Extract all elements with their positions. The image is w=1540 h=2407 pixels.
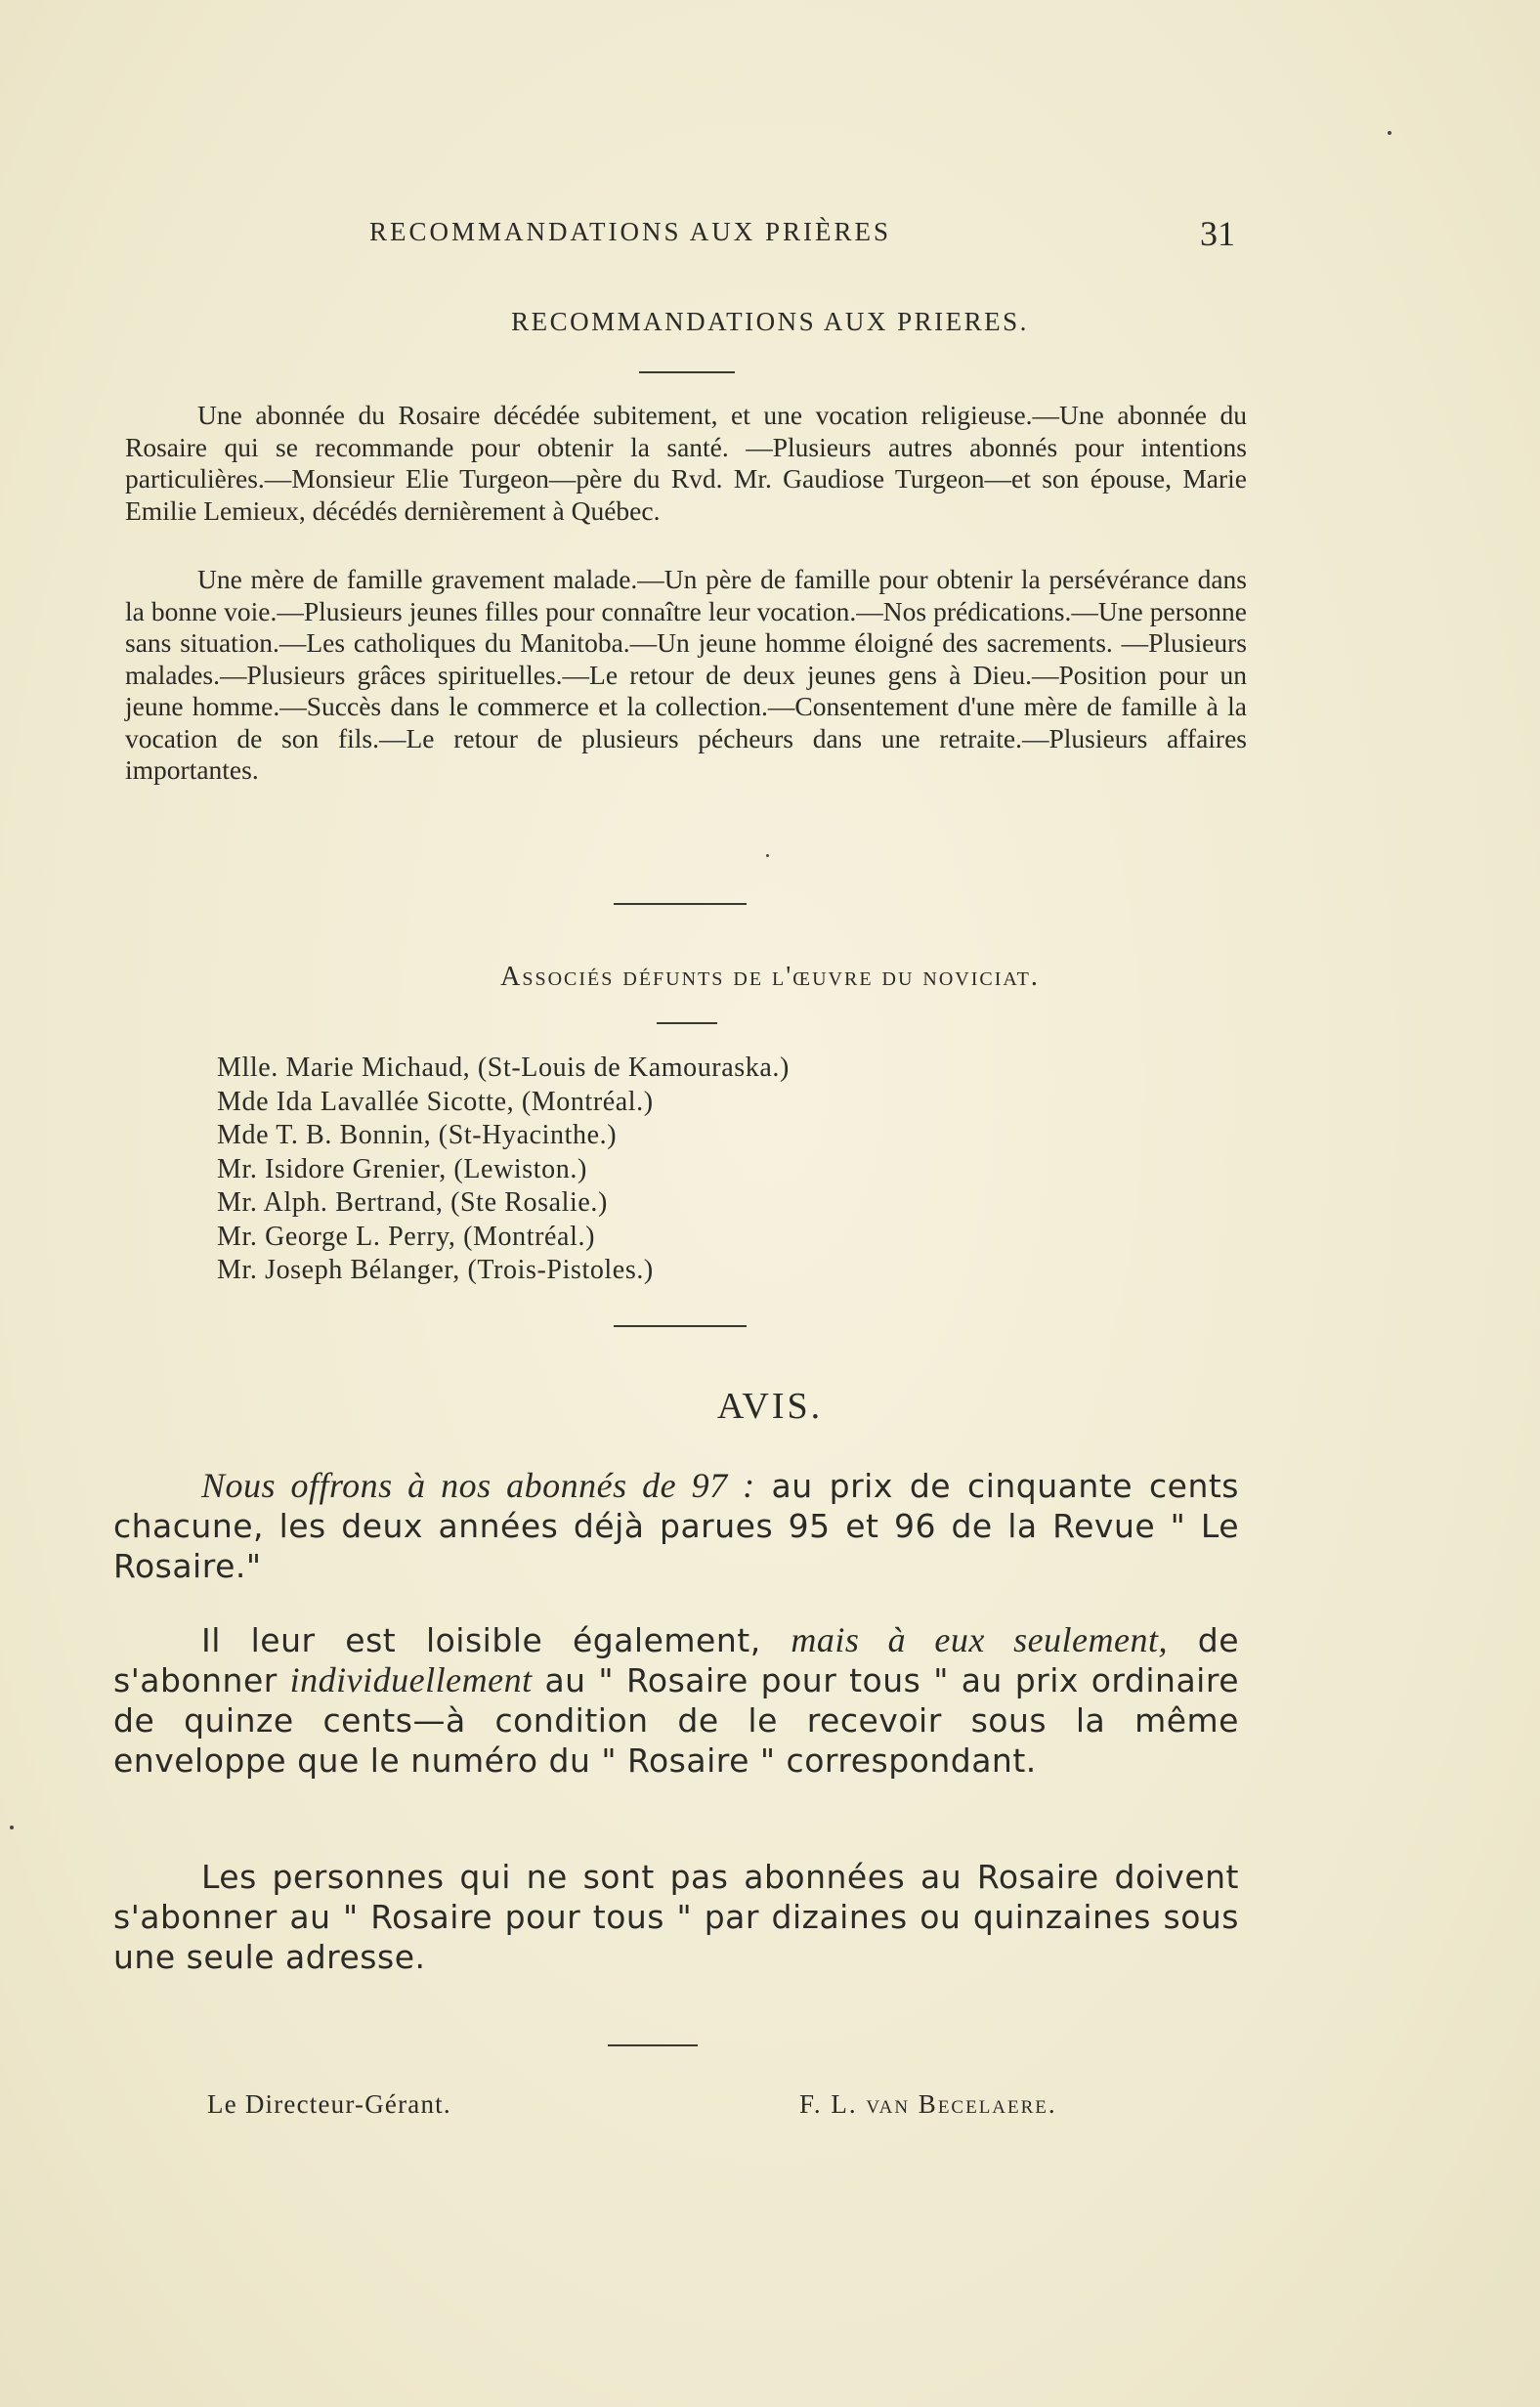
divider-rule	[657, 1022, 717, 1024]
avis-p2-mid: de s'abonner	[113, 1621, 1239, 1699]
avis-paragraph-1	[113, 1466, 1239, 1586]
avis-p3-text: Les personnes qui ne sont pas abonnées au Rosaire doivent s'abonner au " Rosaire pour tous " par dizaines ou quinzaines sous une seule adresse.	[113, 1858, 1239, 1976]
avis-p2-start: Il leur est loisible également,	[201, 1621, 791, 1659]
running-title: RECOMMANDATIONS AUX PRIÈRES	[369, 217, 892, 246]
list-item: Mr. Alph. Bertrand, (Ste Rosalie.)	[217, 1187, 608, 1218]
paper-speck	[1388, 131, 1391, 135]
avis-paragraph-2	[113, 1620, 1239, 1781]
paragraph-2-text: Une mère de famille gravement malade.—Un père de famille pour obtenir la persévérance dans la bonne voie.—Plusieurs jeunes filles pour connaître leur vocation.—Nos prédications.—Une personne sans situation.—Les catholiques du Manitoba.—Un jeune homme éloigné des sacrements. —Plusieurs malades.—Plusieurs grâces spirituelles.—Le retour de deux jeunes gens à Dieu.—Position pour un jeune homme.—Succès dans le commerce et la collection.—Consentement d'une mère de famille à la vocation de son fils.—Le retour de plusieurs pécheurs dans une retraite.—Plusieurs affaires importantes.	[125, 564, 1247, 785]
deceased-list	[217, 1052, 790, 1288]
page-number: 31	[1200, 214, 1235, 253]
paper-speck	[10, 1826, 14, 1829]
avis-title: AVIS.	[716, 1386, 824, 1427]
list-item: Mr. Isidore Grenier, (Lewiston.)	[217, 1153, 587, 1184]
list-item: Mr. George L. Perry, (Montréal.)	[217, 1221, 595, 1252]
recommendations-paragraph-2	[125, 564, 1247, 787]
avis-p2-italic-1: mais à eux seulement,	[791, 1620, 1169, 1659]
recommendations-paragraph-1	[125, 400, 1247, 527]
signature-name: F. L. van Becelaere.	[799, 2089, 1057, 2119]
paragraph-1-text: Une abonnée du Rosaire décédée subitement, et une vocation religieuse.—Une abonnée du Rosaire qui se recommande pour obtenir la santé. —Plusieurs autres abonnés pour intentions particulières.—Monsieur Elie Turgeon—père du Rvd. Mr. Gaudiose Turgeon—et son épouse, Marie Emilie Lemieux, décédés dernièrement à Québec.	[125, 400, 1247, 526]
avis-paragraph-3	[113, 1857, 1239, 1977]
divider-rule	[639, 371, 735, 373]
divider-rule	[614, 1325, 747, 1327]
deceased-title: Associés défunts de l'œuvre du noviciat.	[500, 962, 1040, 992]
list-item: Mlle. Marie Michaud, (St-Louis de Kamouraska.)	[217, 1053, 790, 1083]
avis-p1-italic: Nous offrons à nos abonnés de 97 :	[201, 1466, 755, 1505]
paper-speck	[766, 854, 769, 857]
avis-p1-text: au prix de cinquante cents chacune, les deux années déjà parues 95 et 96 de la Revue " Le Rosaire."	[113, 1467, 1239, 1585]
recommendations-title: RECOMMANDATIONS AUX PRIERES.	[511, 307, 1029, 336]
avis-p2-end: au " Rosaire pour tous " au prix ordinaire de quinze cents—à condition de le recevoir sous la même enveloppe que le numéro du " Rosaire " correspondant.	[113, 1661, 1239, 1780]
avis-p2-italic-2: individuellement	[289, 1660, 533, 1699]
signature-role: Le Directeur-Gérant.	[207, 2089, 451, 2119]
divider-rule	[608, 2044, 698, 2046]
list-item: Mr. Joseph Bélanger, (Trois-Pistoles.)	[217, 1255, 654, 1285]
list-item: Mde T. B. Bonnin, (St-Hyacinthe.)	[217, 1120, 618, 1150]
divider-rule	[614, 903, 747, 905]
list-item: Mde Ida Lavallée Sicotte, (Montréal.)	[217, 1086, 654, 1117]
